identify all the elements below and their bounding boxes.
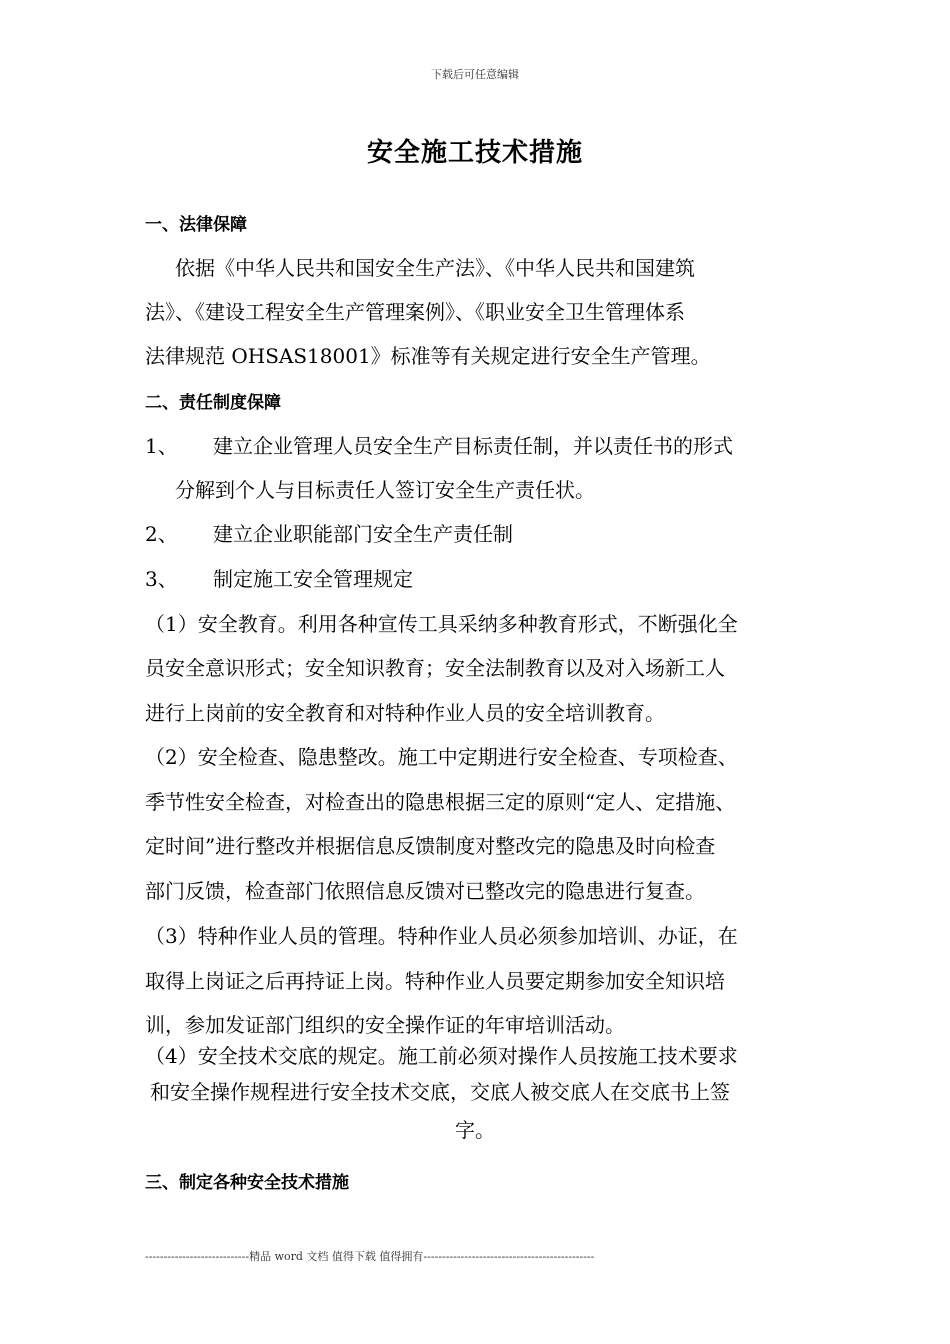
paragraph-line: （2）安全检查、隐患整改。施工中定期进行安全检查、专项检查、	[145, 745, 738, 769]
list-number: 2、	[145, 522, 178, 546]
list-text: 制定施工安全管理规定	[213, 567, 413, 591]
list-text: 建立企业职能部门安全生产责任制	[213, 522, 513, 546]
paragraph-line: （3）特种作业人员的管理。特种作业人员必须参加培训、办证，在	[145, 924, 738, 948]
section-heading-legal: 一、法律保障	[145, 215, 247, 235]
paragraph-line: 和安全操作规程进行安全技术交底，交底人被交底人在交底书上签	[150, 1080, 730, 1104]
list-item	[145, 430, 733, 459]
paragraph-line: 依据《中华人民共和国安全生产法》、《中华人民共和国建筑	[175, 256, 695, 280]
list-number: 3、	[145, 567, 178, 591]
section-heading-measures: 三、制定各种安全技术措施	[145, 1173, 349, 1193]
list-item	[145, 518, 513, 547]
paragraph-line: 取得上岗证之后再持证上岗。特种作业人员要定期参加安全知识培	[145, 969, 725, 993]
paragraph-line: （4）安全技术交底的规定。施工前必须对操作人员按施工技术要求	[145, 1044, 738, 1068]
list-item-continued: 分解到个人与目标责任人签订安全生产责任状。	[175, 478, 595, 502]
page-header: 下载后可任意编辑	[431, 68, 519, 81]
page-title: 安全施工技术措施	[366, 138, 583, 168]
list-number: 1、	[145, 434, 178, 458]
paragraph-line: 员安全意识形式；安全知识教育；安全法制教育以及对入场新工人	[145, 656, 725, 680]
paragraph-line: 训，参加发证部门组织的安全操作证的年审培训活动。	[145, 1013, 625, 1037]
paragraph-line: 部门反馈，检查部门依照信息反馈对已整改完的隐患进行复查。	[145, 879, 705, 903]
paragraph-line: 法律规范 OHSAS18001》标准等有关规定进行安全生产管理。	[145, 344, 711, 368]
section-heading-responsibility: 二、责任制度保障	[145, 393, 281, 413]
paragraph-line: 法》、《建设工程安全生产管理案例》、《职业安全卫生管理体系	[145, 300, 685, 324]
list-text: 建立企业管理人员安全生产目标责任制，并以责任书的形式	[213, 434, 733, 458]
paragraph-line: 定时间”进行整改并根据信息反馈制度对整改完的隐患及时向检查	[145, 834, 716, 858]
paragraph-line: （1）安全教育。利用各种宣传工具采纳多种教育形式，不断强化全	[145, 612, 738, 636]
paragraph-line: 进行上岗前的安全教育和对特种作业人员的安全培训教育。	[145, 701, 665, 725]
page-footer: ----------------------------精品 word 文档 值得下载 值得拥有----------------------------------------------	[145, 1250, 595, 1263]
paragraph-line: 字。	[455, 1118, 495, 1142]
list-item	[145, 563, 413, 592]
paragraph-line: 季节性安全检查，对检查出的隐患根据三定的原则“定人、定措施、	[145, 790, 736, 814]
